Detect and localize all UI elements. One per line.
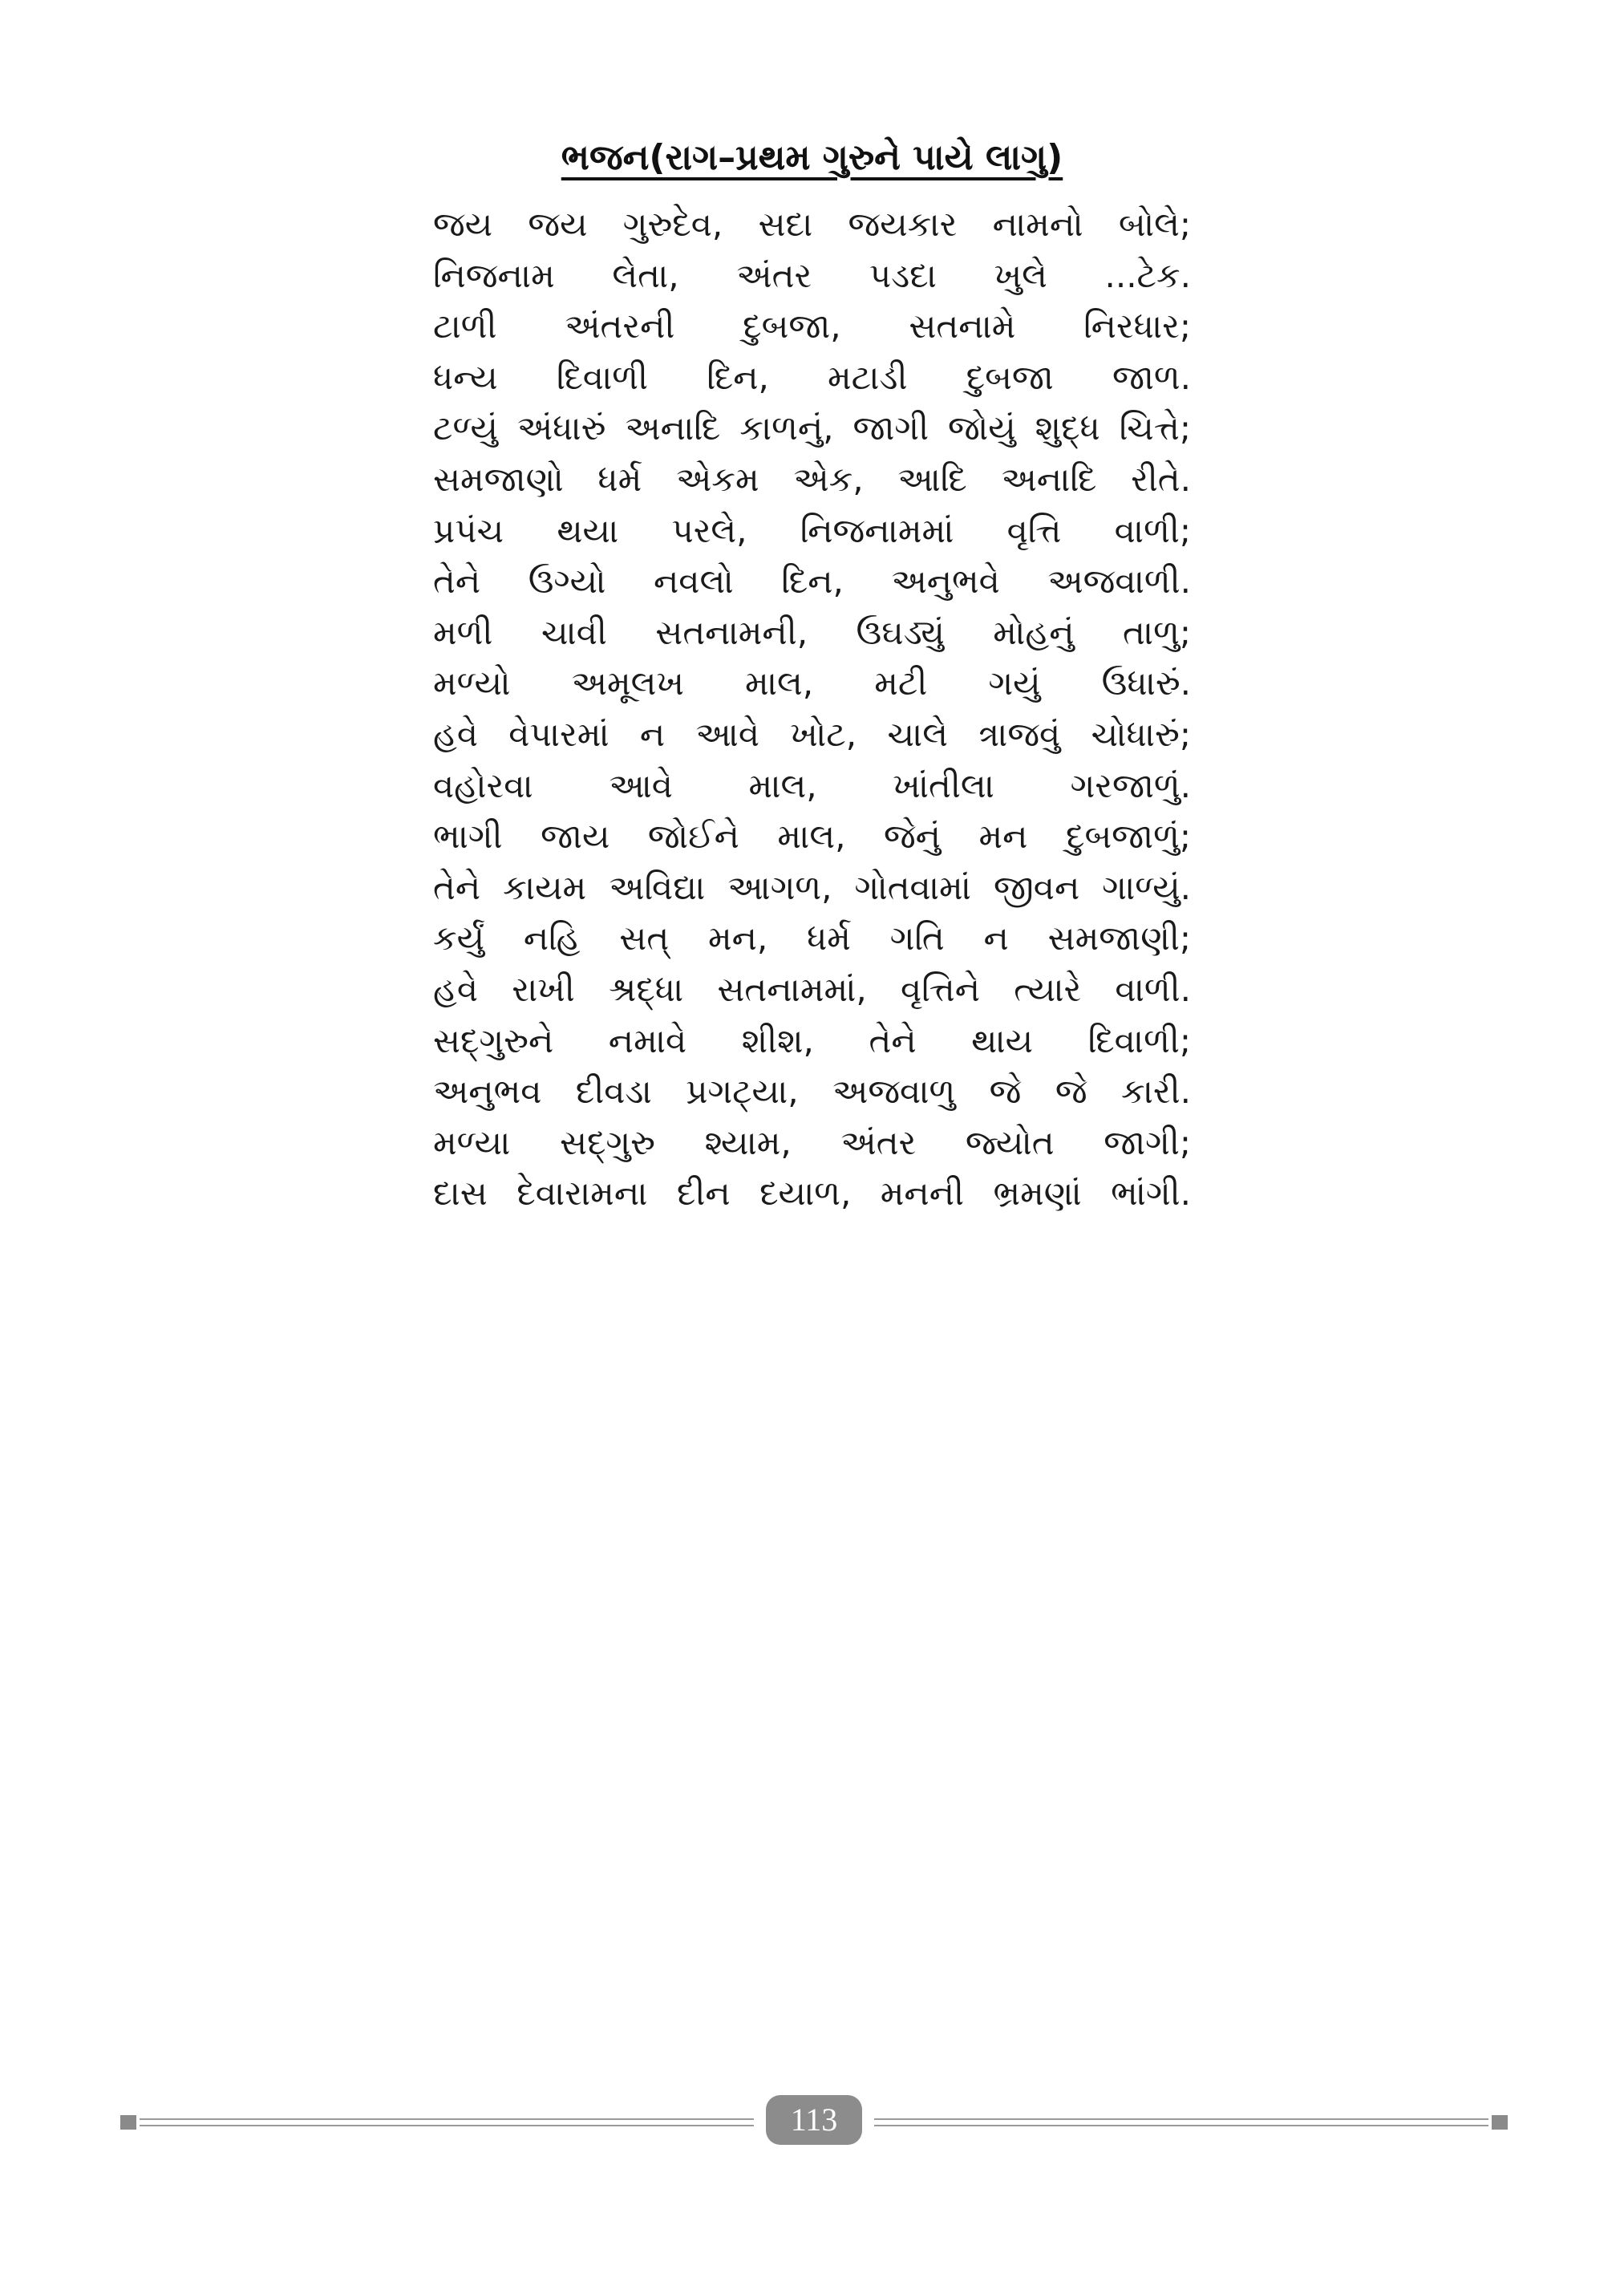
verse-line: કર્યું નહિ સત્ મન, ધર્મ ગતિ ન સમજાણી;	[433, 918, 1191, 959]
verse-line: ટાળી અંતરની દુબજા, સતનામે નિરધાર;	[433, 306, 1191, 347]
verse-line: પ્રપંચ થયા પરલે, નિજનામમાં વૃત્તિ વાળી;	[433, 510, 1191, 550]
verse-line: અનુભવ દીવડા પ્રગટ્યા, અજવાળુ જે જે કારી.	[433, 1072, 1191, 1112]
bhajan-title: ભજન(રાગ–પ્રથમ ગુરુને પાયે લાગુ)	[561, 137, 1063, 178]
rule-cap	[120, 2115, 136, 2130]
page-number: 113	[766, 2095, 862, 2145]
verse-line: સમજાણો ધર્મ એકમ એક, આદિ અનાદિ રીતે.	[433, 459, 1191, 499]
verse-line: ધન્ય દિવાળી દિન, મટાડી દુબજા જાળ.	[433, 357, 1191, 397]
verse-line: નિજનામ લેતા, અંતર પડદા ખુલે ...ટેક.	[433, 255, 1191, 295]
footer-rule-left	[120, 2115, 754, 2130]
verse-line: તેને કાયમ અવિદ્યા આગળ, ગોતવામાં જીવન ગાળ્યું.	[433, 867, 1191, 907]
verse-block	[433, 199, 1191, 1219]
rule-line	[874, 2118, 1488, 2126]
footer-rule-right	[874, 2115, 1508, 2130]
verse-line: મળ્યો અમૂલખ માલ, મટી ગયું ઉધારું.	[433, 663, 1191, 703]
verse-line: હવે રાખી શ્રદ્ધા સતનામમાં, વૃત્તિને ત્યારે વાળી.	[433, 969, 1191, 1009]
rule-line	[140, 2118, 754, 2126]
rule-cap	[1492, 2115, 1508, 2130]
verse-line: ટળ્યું અંધારું અનાદિ કાળનું, જાગી જોયું શુદ્ધ ચિત્તે;	[433, 408, 1191, 448]
verse-line: દાસ દેવારામના દીન દયાળ, મનની ભ્રમણાં ભાંગી.	[433, 1173, 1191, 1214]
verse-line: તેને ઉગ્યો નવલો દિન, અનુભવે અજવાળી.	[433, 561, 1191, 602]
verse-line: મળી ચાવી સતનામની, ઉઘડ્યું મોહનું તાળુ;	[433, 612, 1191, 652]
verse-line: મળ્યા સદ્‌ગુરુ શ્યામ, અંતર જ્યોત જાગી;	[433, 1122, 1191, 1162]
verse-line: હવે વેપારમાં ન આવે ખોટ, ચાલે ત્રાજવું ચોધારું;	[433, 714, 1191, 754]
verse-line: ભાગી જાય જોઈને માલ, જેનું મન દુબજાળું;	[433, 817, 1191, 857]
verse-line: વહોરવા આવે માલ, ખાંતીલા ગરજાળું.	[433, 765, 1191, 805]
page-footer	[120, 2095, 1508, 2150]
verse-line: જય જય ગુરુદેવ, સદા જયકાર નામનો બોલે;	[433, 205, 1191, 244]
verse-line: સદ્‌ગુરુને નમાવે શીશ, તેને થાય દિવાળી;	[433, 1020, 1191, 1060]
